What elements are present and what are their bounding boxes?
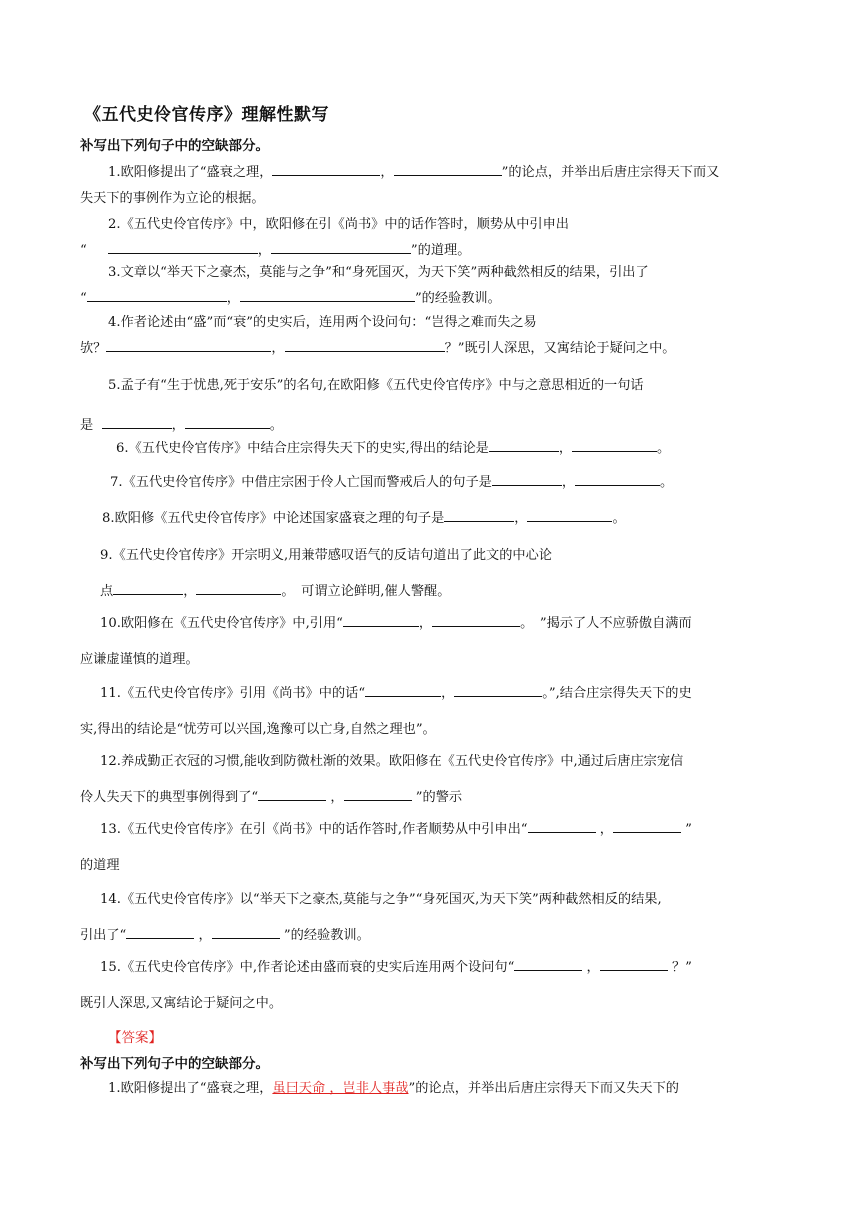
blank[interactable] <box>240 286 415 302</box>
blank[interactable] <box>196 579 281 595</box>
blank[interactable] <box>454 681 542 697</box>
blank[interactable] <box>600 955 668 971</box>
answer-fill-text: 虽曰天命 ，岂非人事哉 <box>272 1081 409 1096</box>
blank[interactable] <box>271 238 411 254</box>
blank[interactable] <box>102 413 172 429</box>
question-9: 9.《五代史伶官传序》开宗明义,用兼带感叹语气的反诘句道出了此文的中心论 点 ， 。 可谓立论鲜明,催人警醒。 <box>100 548 552 599</box>
blank[interactable] <box>365 681 441 697</box>
blank[interactable] <box>492 470 562 486</box>
blank[interactable] <box>394 160 502 176</box>
question-1: 1.欧阳修提出了“盛衰之理， ， ”的论点，并举出后唐庄宗得天下而又 失天下的事例作为立论的根据。 <box>80 160 782 212</box>
question-2: 2.《五代史伶官传序》中，欧阳修在引《尚书》中的话作答时，顺势从中引申出 “ ， ”的道理。 <box>80 217 569 258</box>
blank[interactable] <box>185 413 270 429</box>
answer-1: 1.欧阳修提出了“盛衰之理，虽曰天命 ，岂非人事哉”的论点，并举出后唐庄宗得天下而又失天下的 <box>108 1081 679 1096</box>
question-3: 3.文章以“举天下之豪杰，莫能与之争”和“身死国灭，为天下笑”两种截然相反的结果，引出了 “ ， ”的经验教训。 <box>80 265 649 306</box>
document-title: 《五代史伶官传序》理解性默写 <box>84 105 329 125</box>
blank[interactable] <box>108 238 258 254</box>
blank[interactable] <box>613 817 681 833</box>
question-12: 12.养成勤正衣冠的习惯,能收到防微杜渐的效果。欧阳修在《五代史伶官传序》中,通过后唐庄宗宠信 伶人失天下的典型事例得到了“ ， ”的警示 <box>80 754 684 805</box>
blank[interactable] <box>113 579 183 595</box>
question-8: 8.欧阳修《五代史伶官传序》中论述国家盛衰之理的句子是 ， 。 <box>80 506 782 532</box>
blank[interactable] <box>572 436 657 452</box>
blank[interactable] <box>106 336 271 352</box>
question-14: 14.《五代史伶官传序》以“举天下之豪杰,莫能与之争”“身死国灭,为天下笑”两种截然相反的结果, 引出了“ ， ”的经验教训。 <box>80 892 662 943</box>
blank[interactable] <box>87 286 227 302</box>
instruction-heading: 补写出下列句子中的空缺部分。 <box>80 138 269 154</box>
question-5: 5.孟子有“生于忧患,死于安乐”的名句,在欧阳修《五代史伶官传序》中与之意思相近的一句话 是 ， 。 <box>80 378 644 433</box>
question-6: 6.《五代史伶官传序》中结合庄宗得失天下的史实,得出的结论是 ， 。 <box>80 436 782 462</box>
answer-instruction-heading: 补写出下列句子中的空缺部分。 <box>80 1056 269 1072</box>
blank[interactable] <box>343 611 419 627</box>
blank[interactable] <box>344 785 412 801</box>
blank[interactable] <box>444 506 514 522</box>
question-15: 15.《五代史伶官传序》中,作者论述由盛而衰的史实后连用两个设问句“ ， ？” 既引人深思,又寓结论于疑问之中。 <box>80 950 782 1022</box>
blank[interactable] <box>575 470 660 486</box>
blank[interactable] <box>285 336 445 352</box>
blank[interactable] <box>258 785 326 801</box>
blank[interactable] <box>514 955 582 971</box>
question-10: 10.欧阳修在《五代史伶官传序》中,引用“ ， 。 ”揭示了人不应骄傲自满而 应谦虚谨慎的道理。 <box>80 606 782 678</box>
blank[interactable] <box>432 611 520 627</box>
blank[interactable] <box>212 923 280 939</box>
answer-label: 【答案】 <box>108 1030 162 1046</box>
question-13: 13.《五代史伶官传序》在引《尚书》中的话作答时,作者顺势从中引申出“ ， ” 的道理 <box>80 812 782 884</box>
blank[interactable] <box>126 923 194 939</box>
question-7: 7.《五代史伶官传序》中借庄宗困于伶人亡国而警戒后人的句子是 ， 。 <box>80 470 782 496</box>
question-4: 4.作者论述由“盛”而“衰”的史实后，连用两个设问句：“岂得之难而失之易 欤？ ， ？”既引人深思，又寓结论于疑问之中。 <box>80 315 676 356</box>
blank[interactable] <box>489 436 559 452</box>
blank[interactable] <box>272 160 380 176</box>
question-11: 11.《五代史伶官传序》引用《尚书》中的话“ ， 。”,结合庄宗得失天下的史 实,得出的结论是“忧劳可以兴国,逸豫可以亡身,自然之理也”。 <box>80 676 782 748</box>
blank[interactable] <box>528 817 596 833</box>
blank[interactable] <box>527 506 612 522</box>
